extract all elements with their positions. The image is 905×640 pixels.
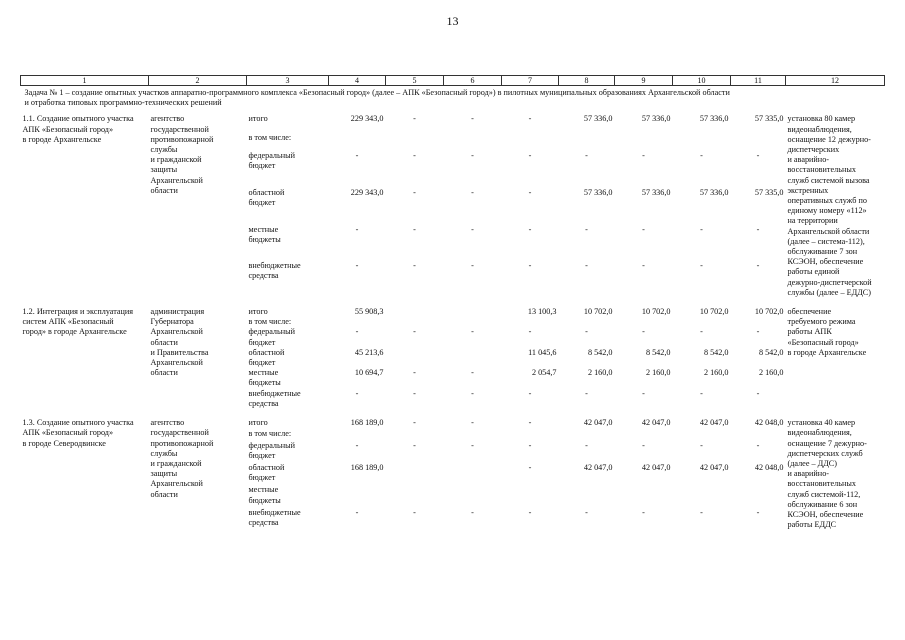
funding-source-label: в том числе: bbox=[248, 429, 292, 439]
funding-value-cell: - bbox=[528, 388, 532, 398]
expected-result: установка 40 камер видеонаблюдения, оснащение 7 дежурно- диспетчерских служб (далее – ДДС) и аварийно- восстановительных служб системой-112, обслуживание 6 зон КСЭОН, обеспечение работы ЕДДС bbox=[787, 418, 867, 530]
funding-value-cell bbox=[731, 133, 786, 151]
table-row bbox=[21, 114, 885, 132]
program-table bbox=[20, 75, 885, 539]
funding-value-cell: 11 045,6 bbox=[528, 347, 557, 357]
funding-value-cell bbox=[329, 133, 386, 151]
funding-value-cell bbox=[559, 429, 615, 440]
funding-value-cell: - bbox=[700, 151, 703, 161]
responsible-organization: агентство государственной противопожарной службы и гражданской защиты Архангельской области bbox=[150, 114, 214, 195]
column-number: 9 bbox=[615, 76, 673, 86]
funding-value-cell: - bbox=[471, 368, 474, 378]
funding-value-cell: - bbox=[585, 224, 588, 234]
spacer-cell bbox=[21, 409, 885, 418]
funding-value-cell: 229 343,0 bbox=[350, 114, 384, 124]
funding-value-cell: 10 702,0 bbox=[754, 307, 784, 317]
funding-value-cell bbox=[673, 317, 731, 327]
funding-value-cell: - bbox=[642, 151, 645, 161]
expected-result: обеспечение требуемого режима работы АПК «Безопасный город» в городе Архангельске bbox=[787, 307, 867, 357]
funding-value-cell: - bbox=[413, 418, 416, 428]
column-number: 1 bbox=[21, 76, 149, 86]
funding-value-cell: 57 335,0 bbox=[754, 187, 784, 197]
funding-value-cell: 57 336,0 bbox=[641, 187, 671, 197]
funding-value-cell bbox=[615, 317, 673, 327]
funding-value-cell: 229 343,0 bbox=[350, 187, 384, 197]
column-number: 5 bbox=[386, 76, 444, 86]
funding-value-cell bbox=[386, 429, 444, 440]
funding-value-cell bbox=[673, 133, 731, 151]
funding-source-label: федеральный бюджет bbox=[248, 440, 296, 460]
funding-value-cell bbox=[615, 429, 673, 440]
funding-value-cell bbox=[444, 307, 502, 317]
funding-value-cell: - bbox=[355, 507, 359, 517]
funding-source-label: итого bbox=[248, 114, 268, 124]
funding-value-cell: - bbox=[355, 388, 359, 398]
funding-value-cell: - bbox=[700, 261, 703, 271]
funding-source-label: в том числе: bbox=[248, 317, 292, 327]
funding-source-label: областной бюджет bbox=[248, 187, 285, 208]
funding-source-label: внебюджетные средства bbox=[248, 388, 301, 408]
funding-value-cell bbox=[673, 429, 731, 440]
funding-value-cell: 57 336,0 bbox=[583, 187, 613, 197]
funding-value-cell bbox=[444, 317, 502, 327]
task-description: Задача № 1 – создание опытных участков аппаратно-программного комплекса «Безопасный город» (далее – АПК «Безопасный город») в пилотных муниципальных образованиях Архангельской области и отработка типовых программно-технических решений bbox=[24, 88, 730, 108]
funding-value-cell: 42 048,0 bbox=[754, 418, 784, 428]
funding-value-cell: 2 160,0 bbox=[703, 368, 729, 378]
funding-source-label: итого bbox=[248, 418, 268, 428]
funding-value-cell: 57 336,0 bbox=[699, 114, 729, 124]
spacer-cell bbox=[21, 298, 885, 307]
funding-value-cell: - bbox=[413, 388, 416, 398]
column-number: 4 bbox=[329, 76, 386, 86]
funding-value-cell bbox=[444, 463, 502, 485]
column-number: 8 bbox=[559, 76, 615, 86]
funding-value-cell: 55 908,3 bbox=[354, 307, 384, 317]
funding-value-cell: - bbox=[471, 388, 474, 398]
funding-value-cell: - bbox=[585, 151, 588, 161]
funding-value-cell: - bbox=[413, 151, 416, 161]
funding-value-cell: 10 702,0 bbox=[641, 307, 671, 317]
funding-value-cell bbox=[731, 485, 786, 507]
funding-value-cell: 2 160,0 bbox=[587, 368, 613, 378]
funding-value-cell bbox=[329, 429, 386, 440]
funding-value-cell: - bbox=[700, 440, 703, 450]
funding-source-label: внебюджетные средства bbox=[248, 261, 301, 281]
funding-value-cell bbox=[329, 317, 386, 327]
table-row bbox=[21, 418, 885, 429]
funding-value-cell: - bbox=[413, 327, 416, 337]
funding-value-cell bbox=[502, 485, 559, 507]
funding-value-cell: 45 213,6 bbox=[354, 347, 384, 357]
funding-source-label: в том числе: bbox=[248, 132, 292, 142]
activity-title: 1.3. Создание опытного участка АПК «Безопасный город» в городе Северодвинске bbox=[22, 418, 134, 448]
funding-value-cell: 8 542,0 bbox=[758, 347, 784, 357]
funding-value-cell: - bbox=[585, 388, 588, 398]
column-number: 7 bbox=[502, 76, 559, 86]
expected-result: установка 80 камер видеонаблюдения, оснащение 12 дежурно- диспетчерских и аварийно- восстановительных служб системой вызова экстренных оперативных служб по единому номеру «112» на территории Архангельской области (далее – система-112), обслуживание 7 зон КСЭОН, обеспечение работы единой дежурно-диспетчерской службы (далее – ЕДДС) bbox=[787, 114, 872, 297]
funding-value-cell: - bbox=[642, 261, 645, 271]
funding-value-cell: - bbox=[528, 261, 532, 271]
funding-value-cell bbox=[444, 348, 502, 368]
funding-value-cell bbox=[502, 317, 559, 327]
funding-value-cell: 10 694,7 bbox=[354, 368, 384, 378]
funding-value-cell: - bbox=[355, 224, 359, 234]
funding-value-cell: - bbox=[355, 261, 359, 271]
column-number-row bbox=[21, 76, 885, 86]
funding-value-cell bbox=[559, 485, 615, 507]
funding-value-cell bbox=[615, 133, 673, 151]
funding-value-cell: - bbox=[355, 151, 359, 161]
column-number: 6 bbox=[444, 76, 502, 86]
funding-source-label: федеральный бюджет bbox=[248, 151, 296, 171]
funding-source-label: областной бюджет bbox=[248, 347, 285, 368]
funding-value-cell: - bbox=[642, 507, 645, 517]
block-spacer bbox=[21, 409, 885, 418]
funding-value-cell: - bbox=[528, 151, 532, 161]
funding-value-cell bbox=[386, 133, 444, 151]
funding-value-cell: 42 047,0 bbox=[641, 462, 671, 472]
funding-source-label: местные бюджеты bbox=[248, 368, 281, 388]
funding-value-cell: - bbox=[413, 261, 416, 271]
funding-value-cell bbox=[673, 485, 731, 507]
funding-value-cell: 42 047,0 bbox=[641, 418, 671, 428]
column-number: 3 bbox=[247, 76, 329, 86]
funding-value-cell: 42 048,0 bbox=[754, 462, 784, 472]
funding-value-cell bbox=[731, 317, 786, 327]
funding-value-cell: - bbox=[700, 507, 703, 517]
funding-value-cell: 2 160,0 bbox=[645, 368, 671, 378]
funding-value-cell: 8 542,0 bbox=[645, 347, 671, 357]
funding-value-cell: 8 542,0 bbox=[703, 347, 729, 357]
funding-value-cell: - bbox=[756, 440, 760, 450]
funding-value-cell: - bbox=[642, 327, 645, 337]
column-number: 10 bbox=[673, 76, 731, 86]
funding-value-cell: 57 336,0 bbox=[583, 114, 613, 124]
funding-value-cell: 2 160,0 bbox=[758, 368, 784, 378]
funding-source-label: внебюджетные средства bbox=[248, 507, 301, 528]
funding-value-cell: - bbox=[642, 224, 645, 234]
funding-value-cell bbox=[386, 307, 444, 317]
funding-value-cell: - bbox=[471, 187, 474, 197]
column-number: 11 bbox=[731, 76, 786, 86]
funding-value-cell bbox=[386, 348, 444, 368]
funding-value-cell: - bbox=[642, 388, 645, 398]
funding-value-cell: - bbox=[585, 507, 588, 517]
funding-value-cell: 42 047,0 bbox=[699, 462, 729, 472]
funding-value-cell: - bbox=[528, 187, 532, 197]
table-body bbox=[21, 76, 885, 540]
funding-value-cell bbox=[444, 133, 502, 151]
spacer-cell bbox=[21, 530, 885, 539]
funding-value-cell: - bbox=[471, 151, 474, 161]
funding-value-cell: 2 054,7 bbox=[531, 368, 557, 378]
funding-value-cell: 168 189,0 bbox=[350, 418, 384, 428]
funding-value-cell bbox=[502, 133, 559, 151]
funding-value-cell: 8 542,0 bbox=[587, 347, 613, 357]
table-row bbox=[21, 307, 885, 317]
funding-value-cell: - bbox=[756, 507, 760, 517]
funding-value-cell: - bbox=[471, 224, 474, 234]
funding-value-cell: - bbox=[528, 327, 532, 337]
funding-value-cell: - bbox=[471, 507, 474, 517]
funding-value-cell: - bbox=[413, 114, 416, 124]
responsible-organization: администрация Губернатора Архангельской области и Правительства Архангельской области bbox=[150, 307, 209, 378]
funding-value-cell: - bbox=[700, 327, 703, 337]
funding-value-cell: - bbox=[471, 327, 474, 337]
funding-value-cell bbox=[444, 485, 502, 507]
funding-source-label: местные бюджеты bbox=[248, 224, 281, 244]
funding-value-cell: 57 336,0 bbox=[699, 187, 729, 197]
funding-value-cell: - bbox=[413, 507, 416, 517]
funding-value-cell: - bbox=[413, 368, 416, 378]
funding-value-cell: 10 702,0 bbox=[699, 307, 729, 317]
task-row bbox=[21, 86, 885, 115]
funding-value-cell: - bbox=[585, 327, 588, 337]
funding-source-label: местные бюджеты bbox=[248, 485, 281, 505]
funding-value-cell bbox=[559, 133, 615, 151]
funding-value-cell: - bbox=[528, 224, 532, 234]
funding-value-cell: - bbox=[585, 440, 588, 450]
funding-value-cell: - bbox=[355, 440, 359, 450]
activity-title: 1.1. Создание опытного участка АПК «Безопасный город» в городе Архангельске bbox=[22, 114, 134, 144]
funding-value-cell: - bbox=[528, 462, 532, 472]
funding-value-cell: - bbox=[355, 327, 359, 337]
funding-value-cell: - bbox=[471, 261, 474, 271]
funding-value-cell: 42 047,0 bbox=[583, 462, 613, 472]
funding-value-cell: - bbox=[471, 418, 474, 428]
funding-value-cell: - bbox=[756, 224, 760, 234]
funding-value-cell: - bbox=[700, 388, 703, 398]
funding-value-cell bbox=[386, 317, 444, 327]
responsible-organization: агентство государственной противопожарной службы и гражданской защиты Архангельской области bbox=[150, 418, 214, 499]
funding-value-cell: 168 189,0 bbox=[350, 462, 384, 472]
funding-value-cell: - bbox=[756, 388, 760, 398]
funding-value-cell: - bbox=[413, 440, 416, 450]
funding-source-label: областной бюджет bbox=[248, 462, 285, 483]
funding-value-cell bbox=[559, 317, 615, 327]
activity-title: 1.2. Интеграция и эксплуатация систем АПК «Безопасный город» в городе Архангельске bbox=[22, 307, 134, 337]
funding-value-cell: - bbox=[413, 224, 416, 234]
funding-value-cell: 57 335,0 bbox=[754, 114, 784, 124]
funding-value-cell bbox=[329, 485, 386, 507]
column-number: 12 bbox=[786, 76, 885, 86]
funding-value-cell: - bbox=[528, 507, 532, 517]
funding-value-cell: - bbox=[756, 261, 760, 271]
funding-value-cell bbox=[386, 463, 444, 485]
funding-value-cell: - bbox=[413, 187, 416, 197]
funding-value-cell: - bbox=[642, 440, 645, 450]
page-number: 13 bbox=[446, 14, 459, 28]
funding-value-cell: - bbox=[756, 327, 760, 337]
funding-value-cell: - bbox=[471, 440, 474, 450]
funding-source-label: итого bbox=[248, 307, 268, 317]
block-spacer bbox=[21, 298, 885, 307]
funding-value-cell: - bbox=[756, 151, 760, 161]
funding-value-cell: 57 336,0 bbox=[641, 114, 671, 124]
funding-value-cell: - bbox=[528, 418, 532, 428]
funding-value-cell bbox=[386, 485, 444, 507]
funding-value-cell: - bbox=[528, 440, 532, 450]
funding-value-cell bbox=[444, 429, 502, 440]
funding-value-cell: - bbox=[585, 261, 588, 271]
funding-value-cell: 42 047,0 bbox=[583, 418, 613, 428]
funding-value-cell bbox=[615, 485, 673, 507]
funding-value-cell: - bbox=[471, 114, 474, 124]
funding-value-cell bbox=[731, 429, 786, 440]
funding-value-cell: 42 047,0 bbox=[699, 418, 729, 428]
funding-value-cell: - bbox=[528, 114, 532, 124]
funding-value-cell: 13 100,3 bbox=[527, 307, 557, 317]
funding-value-cell: 10 702,0 bbox=[583, 307, 613, 317]
column-number: 2 bbox=[149, 76, 247, 86]
funding-source-label: федеральный бюджет bbox=[248, 327, 296, 347]
block-spacer bbox=[21, 530, 885, 539]
funding-value-cell bbox=[502, 429, 559, 440]
funding-value-cell: - bbox=[700, 224, 703, 234]
